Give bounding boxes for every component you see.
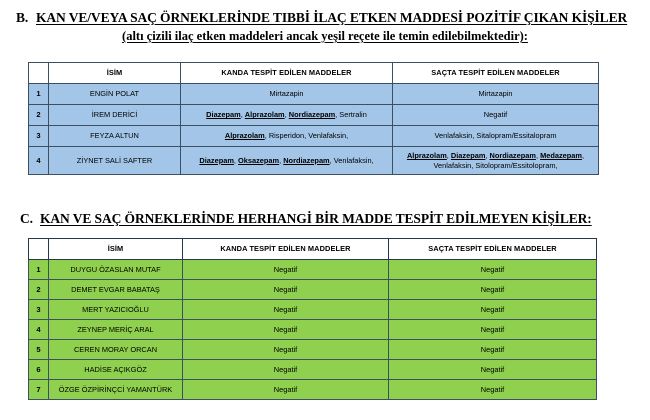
blood-result: Negatif — [183, 320, 389, 340]
row-number: 4 — [29, 147, 49, 175]
blood-substances-cell — [181, 84, 393, 105]
table-row — [29, 300, 597, 320]
negative-findings-table — [28, 238, 597, 400]
blood-substances-cell — [181, 105, 393, 126]
row-number: 6 — [29, 360, 49, 380]
section-c-heading — [18, 211, 592, 227]
drug-name: Negatif — [483, 110, 508, 120]
row-number: 3 — [29, 126, 49, 147]
table-b-body — [29, 84, 599, 175]
hair-substances-cell — [393, 126, 599, 147]
blood-result: Negatif — [183, 260, 389, 280]
restricted-drug-name: Alprazolam — [224, 131, 265, 141]
substance-list: Diazepam, Alprazolam, Nordiazepam, Sertralin — [206, 110, 367, 120]
table-b-header-no — [29, 63, 49, 84]
table-row — [29, 360, 597, 380]
table-b-header-blood: KANDA TESPİT EDİLEN MADDELER — [181, 63, 393, 84]
row-number: 1 — [29, 260, 49, 280]
blood-result: Negatif — [183, 280, 389, 300]
blood-result: Negatif — [183, 340, 389, 360]
hair-result: Negatif — [389, 300, 597, 320]
drug-name: Venlafaksin, Sitalopram/Essitalopram — [434, 131, 557, 141]
hair-result: Negatif — [389, 260, 597, 280]
drug-name: Sertralin — [339, 110, 367, 120]
drug-name: Mirtazapin — [269, 89, 304, 99]
person-name: CEREN MORAY ORCAN — [49, 340, 183, 360]
hair-result: Negatif — [389, 380, 597, 400]
blood-result: Negatif — [183, 360, 389, 380]
person-name: DUYGU ÖZASLAN MUTAF — [49, 260, 183, 280]
restricted-drug-name: Alprazolam — [406, 151, 447, 161]
section-b-letter: B. — [16, 10, 29, 25]
table-b-header-name: İSİM — [49, 63, 181, 84]
substance-list: Alprazolam, Risperidon, Venlafaksin, — [224, 131, 349, 141]
row-number: 5 — [29, 340, 49, 360]
drug-name: Venlafaksin, Sitolopram/Essitolopram, — [433, 160, 558, 170]
row-number: 2 — [29, 280, 49, 300]
table-b-container — [28, 62, 599, 175]
restricted-drug-name: Medazepam — [540, 151, 582, 161]
drug-name: Venlafaksin, — [333, 155, 374, 165]
drug-name: Risperidon, Venlafaksin, — [268, 131, 349, 141]
person-name: ENGİN POLAT — [49, 84, 181, 105]
blood-substances-cell — [181, 147, 393, 175]
blood-substances-cell — [181, 126, 393, 147]
restricted-drug-name: Nordiazepam — [283, 155, 330, 165]
blood-result: Negatif — [183, 300, 389, 320]
table-b-head — [29, 63, 599, 84]
hair-result: Negatif — [389, 340, 597, 360]
table-row — [29, 126, 599, 147]
hair-substances-cell — [393, 147, 599, 175]
table-c-header-hair: SAÇTA TESPİT EDİLEN MADDELER — [389, 239, 597, 260]
section-c-letter: C. — [20, 211, 33, 226]
person-name: ZİYNET SALİ SAFTER — [49, 147, 181, 175]
table-b-header-hair: SAÇTA TESPİT EDİLEN MADDELER — [393, 63, 599, 84]
restricted-drug-name: Nordiazepam — [288, 110, 336, 120]
row-number: 4 — [29, 320, 49, 340]
section-c-title: KAN VE SAÇ ÖRNEKLERİNDE HERHANGİ BİR MADDE TESPİT EDİLMEYEN KİŞİLER: — [40, 211, 592, 226]
substance-list — [393, 109, 598, 120]
hair-result: Negatif — [389, 280, 597, 300]
person-name: ÖZGE ÖZPİRİNÇCİ YAMANTÜRK — [49, 380, 183, 400]
hair-result: Negatif — [389, 360, 597, 380]
restricted-drug-name: Alprazolam — [244, 110, 285, 120]
person-name: HADİSE AÇIKGÖZ — [49, 360, 183, 380]
person-name: MERT YAZICIOĞLU — [49, 300, 183, 320]
row-number: 3 — [29, 300, 49, 320]
person-name: FEYZA ALTUN — [49, 126, 181, 147]
person-name: ZEYNEP MERİÇ ARAL — [49, 320, 183, 340]
table-c-head — [29, 239, 597, 260]
substance-list — [181, 88, 392, 99]
table-c-header-no — [29, 239, 49, 260]
table-row — [29, 105, 599, 126]
substance-list — [393, 130, 598, 141]
hair-result: Negatif — [389, 320, 597, 340]
section-b-heading — [14, 10, 627, 26]
blood-result: Negatif — [183, 380, 389, 400]
table-row — [29, 147, 599, 175]
hair-substances-cell — [393, 84, 599, 105]
restricted-drug-name: Diazepam — [450, 151, 486, 161]
table-c-header-row — [29, 239, 597, 260]
table-row — [29, 260, 597, 280]
table-c-container — [28, 238, 597, 400]
section-b-title: KAN VE/VEYA SAÇ ÖRNEKLERİNDE TIBBİ İLAÇ ETKEN MADDESİ POZİTİF ÇIKAN KİŞİLER — [36, 10, 628, 25]
person-name: İREM DERİCİ — [49, 105, 181, 126]
row-number: 2 — [29, 105, 49, 126]
table-c-header-blood: KANDA TESPİT EDİLEN MADDELER — [183, 239, 389, 260]
table-b-header-row — [29, 63, 599, 84]
row-number: 7 — [29, 380, 49, 400]
positive-findings-table — [28, 62, 599, 175]
substance-list: Diazepam, Oksazepam, Nordiazepam, Venlafaksin, — [199, 155, 374, 165]
table-row — [29, 280, 597, 300]
table-row — [29, 340, 597, 360]
restricted-drug-name: Nordiazepam — [489, 151, 536, 161]
restricted-drug-name: Diazepam — [206, 110, 241, 120]
substance-list: Alprazolam, Diazepam, Nordiazepam, Medazepam, Venlafaksin, Sitolopram/Essitolopram, — [406, 151, 585, 170]
table-c-body — [29, 260, 597, 400]
table-row — [29, 84, 599, 105]
drug-name: Mirtazapin — [478, 89, 513, 99]
substance-list — [393, 88, 598, 99]
hair-substances-cell — [393, 105, 599, 126]
table-row — [29, 380, 597, 400]
restricted-drug-name: Diazepam — [199, 155, 234, 165]
row-number: 1 — [29, 84, 49, 105]
person-name: DEMET EVGAR BABATAŞ — [49, 280, 183, 300]
section-b-subtitle: (altı çizili ilaç etken maddeleri ancak yeşil reçete ile temin edilebilmektedir): — [122, 29, 528, 43]
restricted-drug-name: Oksazepam — [238, 155, 280, 165]
table-row — [29, 320, 597, 340]
table-c-header-name: İSİM — [49, 239, 183, 260]
